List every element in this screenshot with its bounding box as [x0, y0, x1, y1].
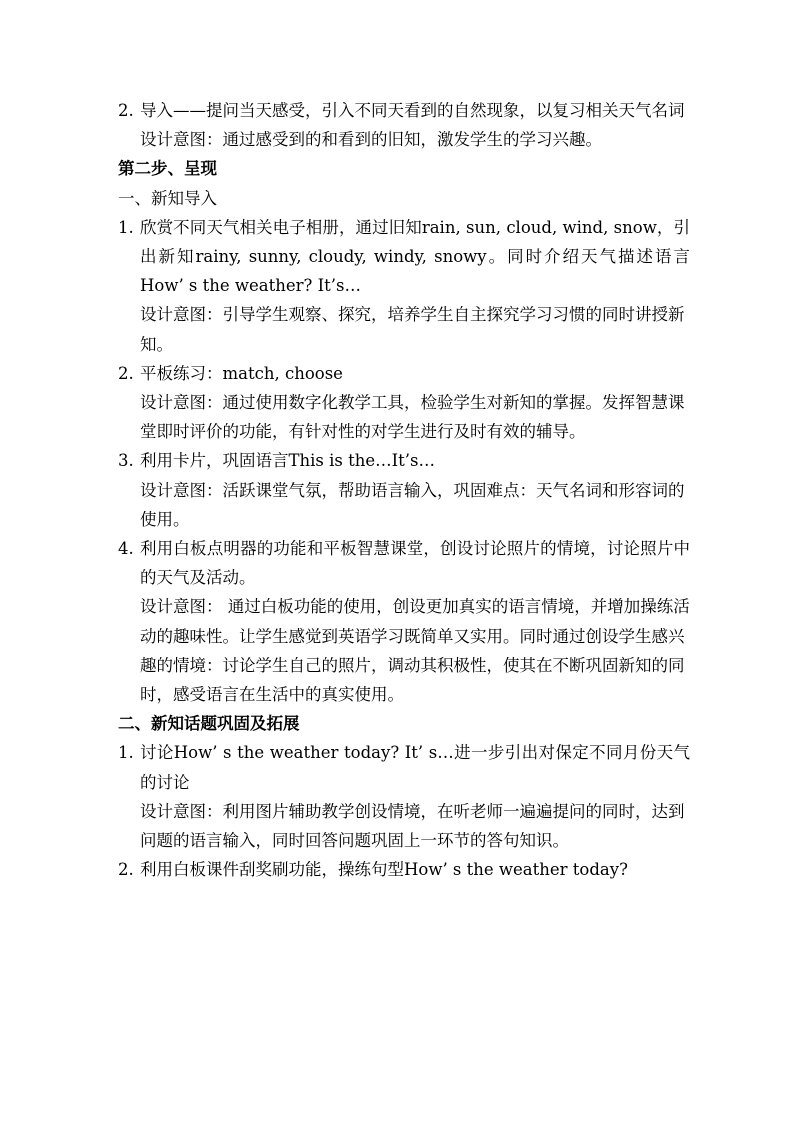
- item-number: 1.: [118, 217, 134, 237]
- item-number: 2.: [118, 363, 134, 383]
- item-text: 导入——提问当天感受，引入不同天看到的自然现象，以复习相关天气名词: [140, 101, 685, 120]
- document-body: [118, 96, 690, 884]
- item-number: 4.: [118, 539, 134, 559]
- list-item-import: [118, 96, 690, 125]
- item-number: 2.: [118, 860, 134, 880]
- design-intent: 设计意图：通过感受到的和看到的旧知，激发学生的学习兴趣。: [140, 130, 602, 150]
- list-item-discussion: [118, 738, 690, 796]
- item-text: 欣赏不同天气相关电子相册，通过旧知rain, sun, cloud, wind, snow，引出新知rainy, sunny, cloudy, windy, snowy。同时介绍天气描述语言How’ s the weather? It’s…: [140, 217, 690, 296]
- item-text: 利用白板课件刮奖刷功能，操练句型How’ s the weather today?: [140, 860, 628, 880]
- design-intent: 设计意图：通过使用数字化教学工具，检验学生对新知的掌握。发挥智慧课堂即时评价的功能，有针对性的对学生进行及时有效的辅导。: [140, 393, 685, 442]
- design-intent: 设计意图：活跃课堂气氛，帮助语言输入，巩固难点：天气名词和形容词的使用。: [140, 480, 685, 529]
- list-item-scratch: [118, 855, 690, 884]
- design-intent: 设计意图：引导学生观察、探究，培养学生自主探究学习习惯的同时讲授新知。: [140, 305, 685, 354]
- item-text: 利用白板点明器的功能和平板智慧课堂，创设讨论照片的情境，讨论照片中的天气及活动。: [140, 539, 690, 588]
- design-intent: 设计意图：利用图片辅助教学创设情境，在听老师一遍遍提问的同时，达到问题的语言输入，同时回答问题巩固上一环节的答句知识。: [140, 801, 685, 851]
- list-item-album: [118, 213, 690, 301]
- item-text: 讨论How’ s the weather today? It’ s…进一步引出对保定不同月份天气的讨论: [140, 743, 690, 792]
- item-number: 1.: [118, 743, 134, 763]
- list-item-cards: [118, 446, 690, 475]
- item-number: 2.: [118, 101, 134, 120]
- list-item-tablet-practice: [118, 359, 690, 388]
- list-item-whiteboard: [118, 534, 690, 592]
- design-intent: 设计意图： 通过白板功能的使用，创设更加真实的语言情境，并增加操练活动的趣味性。让学生感觉到英语学习既简单又实用。同时通过创设学生感兴趣的情境：讨论学生自己的照片，调动其积极性，使其在不断巩固新知的同时，感受语言在生活中的真实使用。: [140, 597, 690, 705]
- item-text: 平板练习：match, choose: [140, 363, 343, 383]
- item-number: 3.: [118, 451, 134, 471]
- item-text: 利用卡片，巩固语言This is the…It’s…: [140, 451, 435, 471]
- subsection-heading-new-knowledge: 一、新知导入: [118, 188, 217, 208]
- section-heading-presentation: 第二步、呈现: [118, 159, 217, 179]
- section-heading-consolidation: 二、新知话题巩固及拓展: [118, 714, 300, 734]
